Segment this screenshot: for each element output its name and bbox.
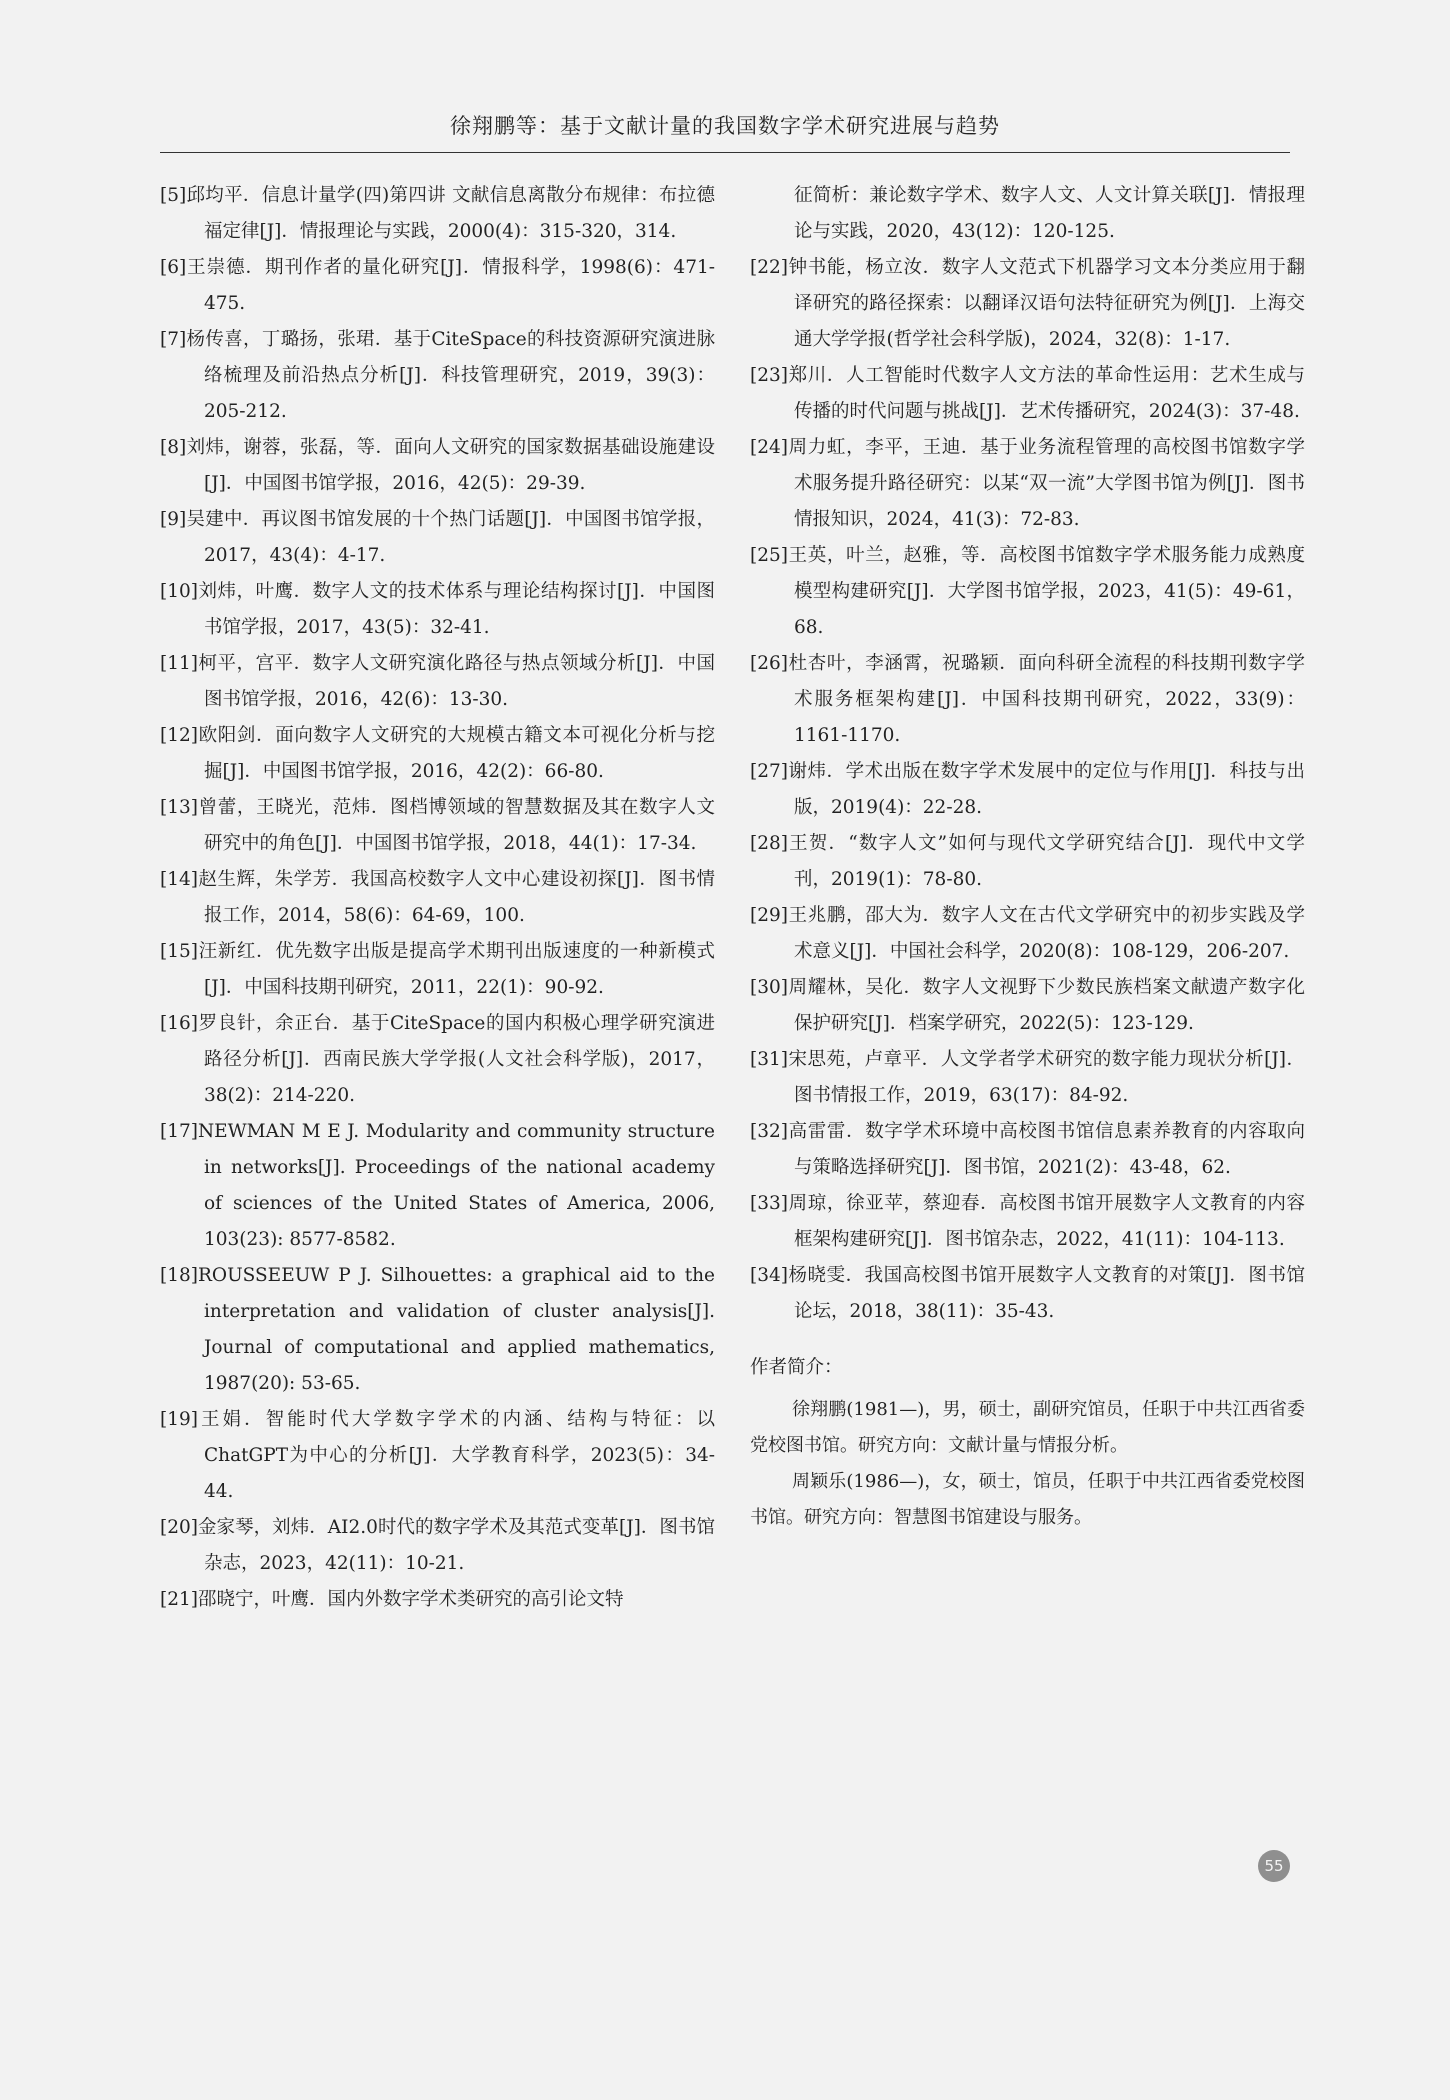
left-column <box>160 178 715 1618</box>
author-bio-1: 徐翔鹏(1981—)，男，硕士，副研究馆员，任职于中共江西省委党校图书馆。研究方向：文献计量与情报分析。 <box>750 1399 1305 1456</box>
reference-19: [19]王娟．智能时代大学数字学术的内涵、结构与特征：以ChatGPT为中心的分析[J]．大学教育科学，2023(5)：34-44. <box>160 1409 715 1502</box>
reference-22: [22]钟书能，杨立汝．数字人文范式下机器学习文本分类应用于翻译研究的路径探索：以翻译汉语句法特征研究为例[J]．上海交通大学学报(哲学社会科学版)，2024，32(8)：1-17. <box>750 257 1305 350</box>
reference-20: [20]金家琴，刘炜．AI2.0时代的数字学术及其范式变革[J]．图书馆杂志，2023，42(11)：10-21. <box>160 1517 715 1574</box>
running-header: 徐翔鹏等：基于文献计量的我国数字学术研究进展与趋势 <box>160 110 1290 153</box>
reference-30: [30]周耀林，吴化．数字人文视野下少数民族档案文献遗产数字化保护研究[J]．档案学研究，2022(5)：123-129. <box>750 977 1305 1034</box>
reference-28: [28]王贺．“数字人文”如何与现代文学研究结合[J]．现代中文学刊，2019(1)：78-80. <box>750 833 1305 890</box>
reference-6: [6]王崇德．期刊作者的量化研究[J]．情报科学，1998(6)：471-475. <box>160 257 715 314</box>
reference-23: [23]郑川．人工智能时代数字人文方法的革命性运用：艺术生成与传播的时代问题与挑战[J]．艺术传播研究，2024(3)：37-48. <box>750 365 1305 422</box>
author-bio-2: 周颖乐(1986—)，女，硕士，馆员，任职于中共江西省委党校图书馆。研究方向：智慧图书馆建设与服务。 <box>750 1471 1305 1528</box>
reference-10: [10]刘炜，叶鹰．数字人文的技术体系与理论结构探讨[J]．中国图书馆学报，2017，43(5)：32-41. <box>160 581 715 638</box>
reference-24: [24]周力虹，李平，王迪．基于业务流程管理的高校图书馆数字学术服务提升路径研究：以某“双一流”大学图书馆为例[J]．图书情报知识，2024，41(3)：72-83. <box>750 437 1305 530</box>
reference-14: [14]赵生辉，朱学芳．我国高校数字人文中心建设初探[J]．图书情报工作，2014，58(6)：64-69，100. <box>160 869 715 926</box>
reference-15: [15]汪新红．优先数字出版是提高学术期刊出版速度的一种新模式[J]．中国科技期刊研究，2011，22(1)：90-92. <box>160 941 715 998</box>
reference-9: [9]吴建中．再议图书馆发展的十个热门话题[J]．中国图书馆学报，2017，43(4)：4-17. <box>160 509 715 566</box>
reference-26: [26]杜杏叶，李涵霄，祝璐颖．面向科研全流程的科技期刊数字学术服务框架构建[J]．中国科技期刊研究，2022，33(9)：1161-1170. <box>750 653 1305 746</box>
reference-8: [8]刘炜，谢蓉，张磊，等．面向人文研究的国家数据基础设施建设[J]．中国图书馆学报，2016，42(5)：29-39. <box>160 437 715 494</box>
reference-11: [11]柯平，宫平．数字人文研究演化路径与热点领域分析[J]．中国图书馆学报，2016，42(6)：13-30. <box>160 653 715 710</box>
reference-13: [13]曾蕾，王晓光，范炜．图档博领域的智慧数据及其在数字人文研究中的角色[J]．中国图书馆学报，2018，44(1)：17-34. <box>160 797 715 854</box>
reference-16: [16]罗良针，余正台．基于CiteSpace的国内积极心理学研究演进路径分析[J]．西南民族大学学报(人文社会科学版)，2017，38(2)：214-220. <box>160 1013 715 1106</box>
reference-29: [29]王兆鹏，邵大为．数字人文在古代文学研究中的初步实践及学术意义[J]．中国社会科学，2020(8)：108-129，206-207. <box>750 905 1305 962</box>
reference-18: [18]ROUSSEEUW P J. Silhouettes: a graphical aid to the interpretation and validation of cluster analysis[J]. Journal of computational and applied mathematics, 1987(20): 53-65. <box>160 1265 715 1394</box>
page-number: 55 <box>1258 1850 1290 1882</box>
reference-21: [21]邵晓宁，叶鹰．国内外数字学术类研究的高引论文特 <box>160 1589 624 1610</box>
reference-31: [31]宋思苑，卢章平．人文学者学术研究的数字能力现状分析[J]．图书情报工作，2019，63(17)：84-92. <box>750 1049 1305 1106</box>
reference-21-continued: 征简析：兼论数字学术、数字人文、人文计算关联[J]．情报理论与实践，2020，43(12)：120-125. <box>794 185 1305 242</box>
reference-5: [5]邱均平．信息计量学(四)第四讲 文献信息离散分布规律：布拉德福定律[J]．情报理论与实践，2000(4)：315-320，314. <box>160 185 715 242</box>
reference-33: [33]周琼，徐亚苹，蔡迎春．高校图书馆开展数字人文教育的内容框架构建研究[J]．图书馆杂志，2022，41(11)：104-113. <box>750 1193 1305 1250</box>
reference-32: [32]高雷雷．数字学术环境中高校图书馆信息素养教育的内容取向与策略选择研究[J]．图书馆，2021(2)：43-48，62. <box>750 1121 1305 1178</box>
reference-7: [7]杨传喜，丁璐扬，张珺．基于CiteSpace的科技资源研究演进脉络梳理及前沿热点分析[J]．科技管理研究，2019，39(3)：205-212. <box>160 329 715 422</box>
reference-12: [12]欧阳剑．面向数字人文研究的大规模古籍文本可视化分析与挖掘[J]．中国图书馆学报，2016，42(2)：66-80. <box>160 725 715 782</box>
right-column <box>750 178 1305 1536</box>
reference-25: [25]王英，叶兰，赵雅，等．高校图书馆数字学术服务能力成熟度模型构建研究[J]．大学图书馆学报，2023，41(5)：49-61，68. <box>750 545 1305 638</box>
reference-17: [17]NEWMAN M E J. Modularity and community structure in networks[J]. Proceedings of the national academy of sciences of the United States of America, 2006, 103(23): 8577-8582. <box>160 1121 715 1250</box>
reference-34: [34]杨晓雯．我国高校图书馆开展数字人文教育的对策[J]．图书馆论坛，2018，38(11)：35-43. <box>750 1265 1305 1322</box>
reference-27: [27]谢炜．学术出版在数字学术发展中的定位与作用[J]．科技与出版，2019(4)：22-28. <box>750 761 1305 818</box>
author-bio-heading: 作者简介： <box>750 1357 843 1378</box>
